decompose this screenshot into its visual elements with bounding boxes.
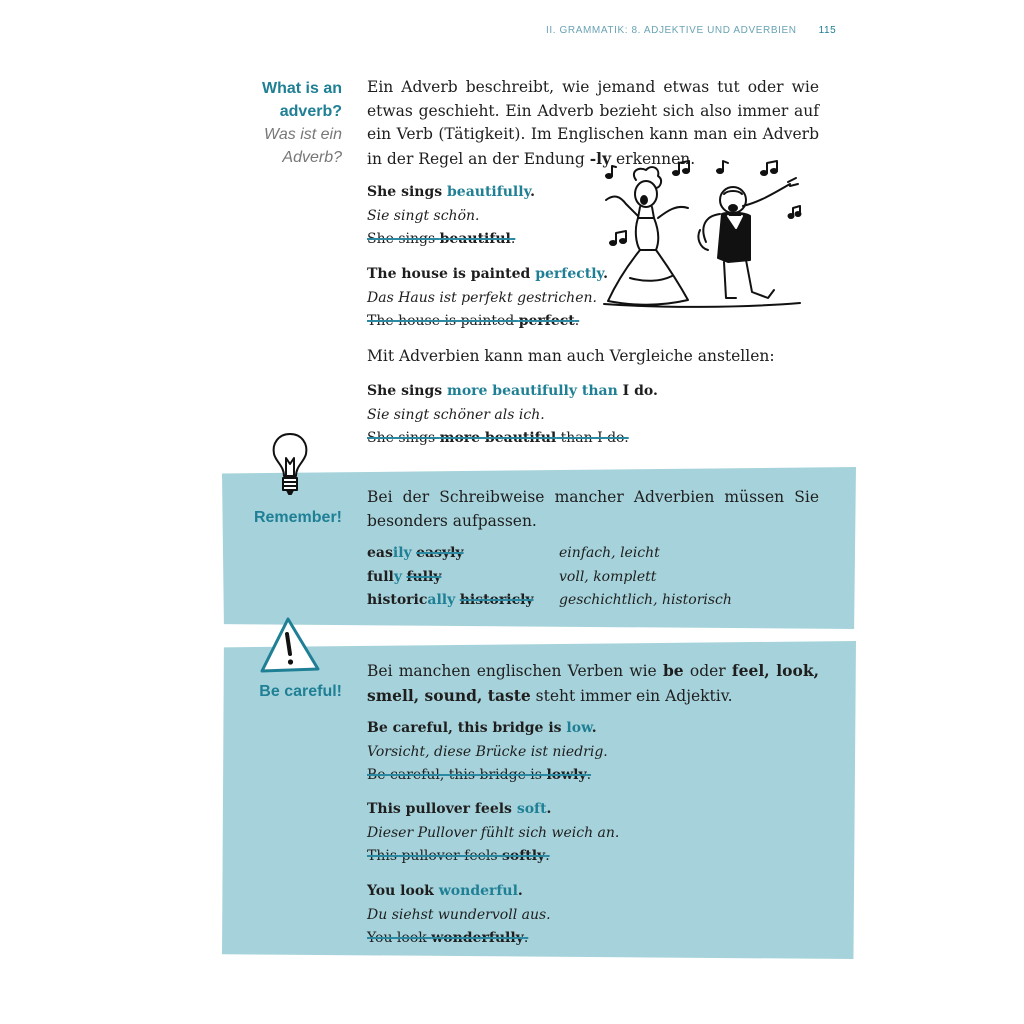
example-en: Be careful, this bridge is low. (367, 720, 597, 736)
careful-example-1 (367, 717, 608, 788)
intro-ending: -ly (589, 148, 612, 168)
lightbulb-icon (270, 432, 310, 496)
example-de: Dieser Pullover fühlt sich weich an. (367, 824, 620, 841)
example-1 (367, 181, 535, 252)
example-wrong: You look wonderfully. (367, 930, 529, 946)
careful-text: Bei manchen englischen Verben wie be oder feel, look, smell, sound, taste steht immer ein Adjektiv. (367, 661, 819, 705)
example-de: Sie singt schön. (367, 207, 480, 224)
example-wrong: This pullover feels softly. (367, 848, 550, 864)
remember-text: Bei der Schreibweise mancher Adverbien müssen Sie besonders aufpassen. (367, 488, 819, 530)
example-en: This pullover feels soft. (367, 801, 552, 817)
example-wrong: The house is painted perfect. (367, 313, 580, 329)
side-heading (262, 77, 342, 169)
careful-example-2 (367, 798, 619, 869)
example-en: The house is painted perfectly. (367, 266, 608, 282)
example-de: Sie singt schöner als ich. (367, 406, 545, 423)
careful-label: Be careful! (259, 683, 342, 700)
side-heading-de-1: Was ist ein (264, 126, 342, 143)
intro-text-end: erkennen. (611, 149, 696, 168)
list-item: historically historicly geschichtlich, historisch (367, 592, 732, 608)
example-de: Du siehst wundervoll aus. (367, 906, 551, 923)
warning-triangle-icon (259, 616, 321, 674)
side-heading-en-1: What is an (261, 80, 342, 97)
singing-couple-illustration (600, 158, 806, 310)
page-number: 115 (818, 25, 837, 36)
example-en: She sings more beautifully than I do. (367, 383, 658, 399)
example-2 (367, 263, 608, 334)
side-heading-de-2: Adverb? (282, 149, 342, 166)
example-en: She sings beautifully. (367, 184, 535, 200)
example-en: You look wonderful. (367, 883, 523, 899)
intro-paragraph (367, 76, 819, 171)
remember-label: Remember! (253, 509, 342, 526)
list-item: easily easyly einfach, leicht (367, 545, 660, 561)
careful-example-3 (367, 880, 551, 951)
compare-paragraph: Mit Adverbien kann man auch Vergleiche anstellen: (367, 347, 775, 365)
intro-text: Ein Adverb beschreibt, wie jemand etwas tut oder wie etwas geschieht. Ein Adverb bezieht sich also immer auf ein Verb (Tätigkeit). Im Englischen kann man ein Adverb in der Regel an der Endung (367, 78, 819, 168)
running-header (546, 25, 836, 36)
running-title: II. GRAMMATIK: 8. ADJEKTIVE UND ADVERBIEN (546, 25, 797, 36)
list-item: fully fully voll, komplett (367, 568, 657, 585)
remember-list (367, 542, 732, 613)
example-wrong: Be careful, this bridge is lowly. (367, 767, 592, 783)
example-de: Das Haus ist perfekt gestrichen. (367, 289, 597, 306)
example-3 (367, 380, 658, 451)
side-heading-en-2: adverb? (279, 103, 342, 120)
example-de: Vorsicht, diese Brücke ist niedrig. (367, 743, 608, 760)
example-wrong: She sings more beautiful than I do. (367, 430, 629, 446)
example-wrong: She sings beautiful. (367, 231, 516, 247)
